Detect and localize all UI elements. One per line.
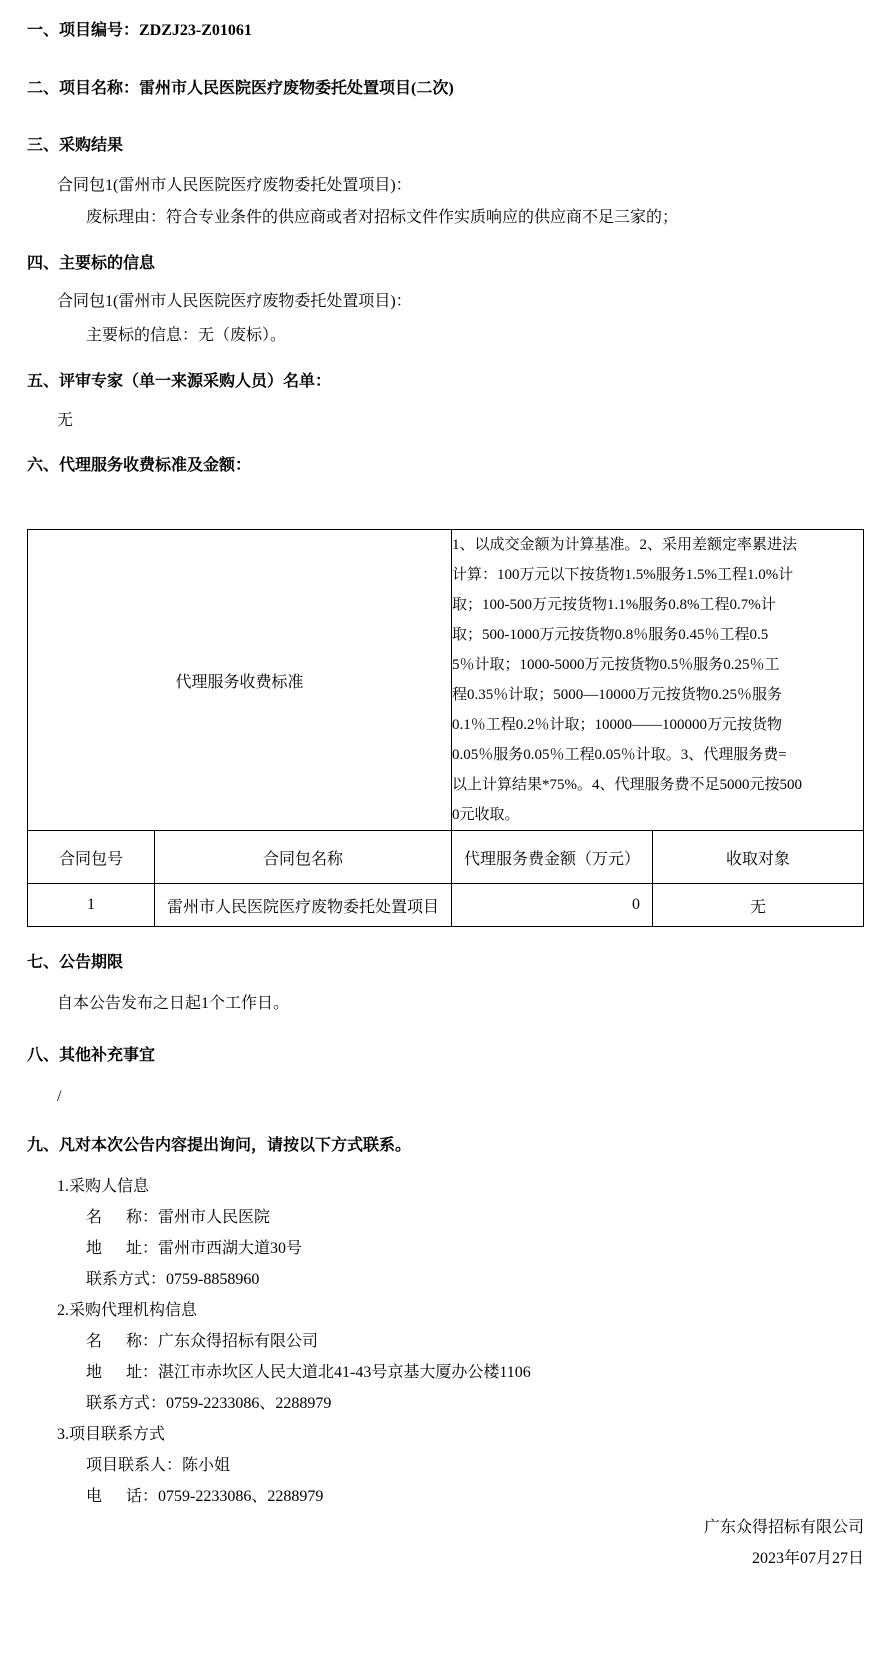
agency-name: 名 称：广东众得招标有限公司 <box>86 1333 319 1350</box>
purchaser-info-title: 1.采购人信息 <box>57 1178 150 1195</box>
purchaser-phone: 联系方式：0759-8858960 <box>86 1271 260 1288</box>
experts-none: 无 <box>57 412 74 429</box>
section-experts-heading: 五、评审专家（单一来源采购人员）名单： <box>27 373 332 390</box>
fee-standard-label-cell: 代理服务收费标准 <box>28 530 452 831</box>
fee-standard-line-7: 0.1％工程0.2％计取；10000——100000万元按货物 <box>452 717 783 733</box>
footer-company: 广东众得招标有限公司 <box>703 1519 864 1536</box>
fee-table-data-row <box>28 884 864 927</box>
cell-fee-amount: 0 <box>452 884 653 927</box>
fee-standard-line-5: 5％计取；1000-5000万元按货物0.5％服务0.25％工 <box>452 657 780 673</box>
col-header-package-number: 合同包号 <box>28 831 155 884</box>
project-contact-phone: 电 话：0759-2233086、2288979 <box>86 1488 324 1505</box>
cell-package-number: 1 <box>28 884 155 927</box>
cell-package-name: 雷州市人民医院医疗废物委托处置项目 <box>155 884 452 927</box>
purchaser-name: 名 称：雷州市人民医院 <box>86 1209 271 1226</box>
agency-fee-table <box>27 529 864 927</box>
announcement-document <box>0 20 891 1640</box>
agency-address: 地 址：湛江市赤坎区人民大道北41-43号京基大厦办公楼1106 <box>86 1364 531 1381</box>
section-project-number-heading: 一、项目编号：ZDZJ23-Z01061 <box>27 22 252 39</box>
fee-standard-line-4: 取；500-1000万元按货物0.8％服务0.45％工程0.5 <box>452 627 769 643</box>
fee-standard-line-1: 1、以成交金额为计算基准。2、采用差额定率累进法 <box>452 537 798 553</box>
fee-standard-line-3: 取；100-500万元按货物1.1%服务0.8%工程0.7%计 <box>452 597 776 613</box>
purchaser-address: 地 址：雷州市西湖大道30号 <box>86 1240 303 1257</box>
fee-standard-line-10: 0元收取。 <box>452 807 520 823</box>
procurement-result-package: 合同包1(雷州市人民医院医疗废物委托处置项目)： <box>57 177 412 194</box>
agency-info-title: 2.采购代理机构信息 <box>57 1302 198 1319</box>
section-project-name-heading: 二、项目名称：雷州市人民医院医疗废物委托处置项目(二次) <box>27 80 454 97</box>
announcement-period-text: 自本公告发布之日起1个工作日。 <box>57 995 290 1012</box>
fee-standard-line-8: 0.05％服务0.05％工程0.05％计取。3、代理服务费= <box>452 747 787 763</box>
procurement-result-reason: 废标理由：符合专业条件的供应商或者对招标文件作实质响应的供应商不足三家的； <box>86 209 679 226</box>
project-contact-person: 项目联系人：陈小姐 <box>86 1457 231 1474</box>
section-contact-heading: 九、凡对本次公告内容提出询问，请按以下方式联系。 <box>27 1137 412 1154</box>
fee-table-header-row <box>28 831 864 884</box>
section-other-matters-heading: 八、其他补充事宜 <box>27 1047 156 1064</box>
project-contact-title: 3.项目联系方式 <box>57 1426 166 1443</box>
fee-standard-text-cell <box>452 530 864 831</box>
section-procurement-result-heading: 三、采购结果 <box>27 137 124 154</box>
other-matters-text: / <box>57 1088 62 1105</box>
fee-standard-line-6: 程0.35％计取；5000—10000万元按货物0.25％服务 <box>452 687 783 703</box>
fee-standard-line-9: 以上计算结果*75%。4、代理服务费不足5000元按500 <box>452 777 803 793</box>
main-subject-info: 主要标的信息：无（废标）。 <box>86 327 287 344</box>
footer-date: 2023年07月27日 <box>751 1550 864 1567</box>
agency-phone: 联系方式：0759-2233086、2288979 <box>86 1395 332 1412</box>
section-main-subject-heading: 四、主要标的信息 <box>27 255 156 272</box>
main-subject-package: 合同包1(雷州市人民医院医疗废物委托处置项目)： <box>57 293 412 310</box>
section-announcement-period-heading: 七、公告期限 <box>27 954 124 971</box>
fee-standard-line-2: 计算：100万元以下按货物1.5%服务1.5%工程1.0%计 <box>452 567 794 583</box>
col-header-fee-amount: 代理服务费金额（万元） <box>452 831 653 884</box>
cell-charge-target: 无 <box>653 884 864 927</box>
col-header-charge-target: 收取对象 <box>653 831 864 884</box>
section-agency-fee-heading: 六、代理服务收费标准及金额： <box>27 457 252 474</box>
col-header-package-name: 合同包名称 <box>155 831 452 884</box>
fee-standard-row <box>28 530 864 831</box>
